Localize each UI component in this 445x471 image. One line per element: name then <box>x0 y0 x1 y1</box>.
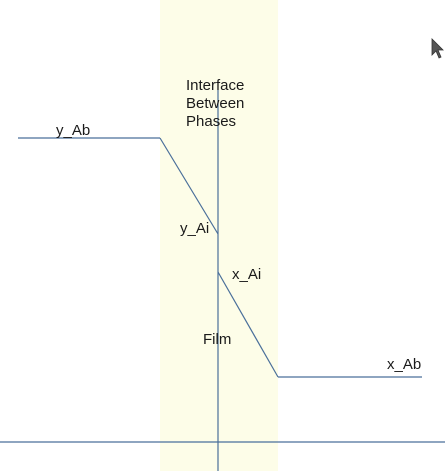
film-label: Film <box>203 331 232 348</box>
x-bulk-label: x_Ab <box>387 356 422 373</box>
x-interface-label: x_Ai <box>232 266 262 283</box>
mouse-cursor-icon <box>431 38 445 60</box>
film-region <box>160 0 278 471</box>
y-bulk-label: y_Ab <box>56 122 91 139</box>
y-interface-label: y_Ai <box>180 220 210 237</box>
interface-title <box>186 77 266 131</box>
interface-title-line-3: Phases <box>186 113 237 130</box>
interface-title-line-2: Between <box>186 95 245 112</box>
interface-title-line-1: Interface <box>186 77 245 94</box>
